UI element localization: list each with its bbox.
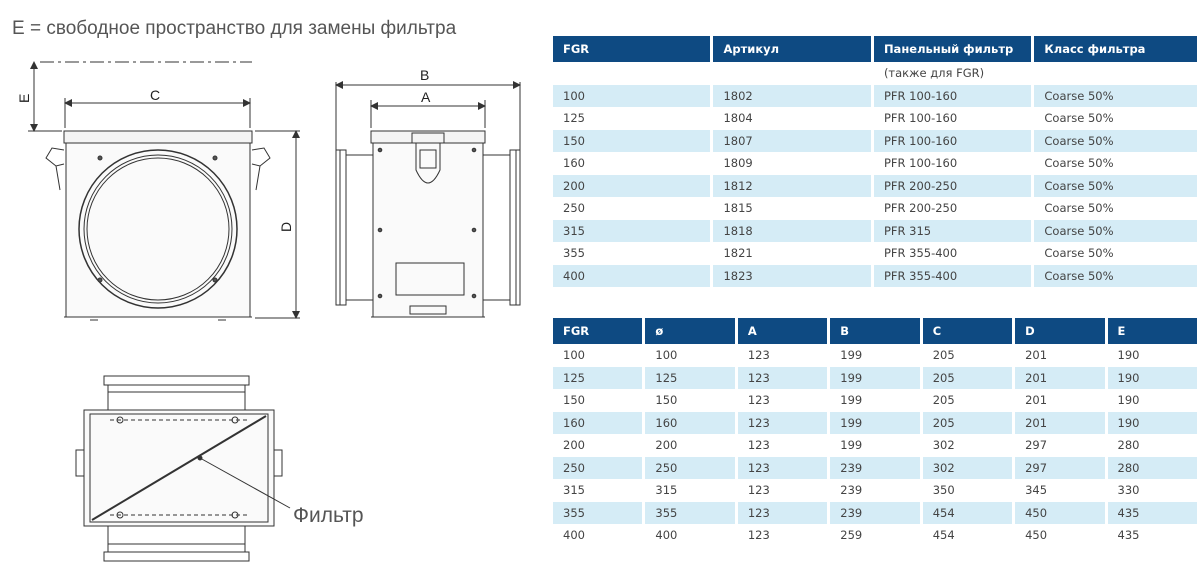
dim-d-label: D [278, 221, 294, 232]
table-row [553, 457, 1197, 480]
cell: PFR 100-160 [874, 85, 1031, 108]
cell: 1807 [713, 130, 870, 153]
table-row [553, 85, 1197, 108]
cell: 200 [655, 438, 678, 453]
column-header: FGR [553, 36, 710, 62]
cell: 1804 [723, 111, 753, 126]
table-row [553, 412, 1197, 435]
cell: PFR 315 [874, 220, 1031, 243]
cell: 1812 [713, 175, 870, 198]
cell: 123 [747, 348, 770, 363]
cell: 100 [563, 348, 585, 363]
cell: 330 [1117, 483, 1140, 498]
table-row [553, 367, 1197, 390]
cell: 355 [553, 502, 642, 525]
cell: 199 [840, 348, 863, 363]
cell: 201 [1015, 412, 1104, 435]
cell: Coarse 50% [1044, 201, 1114, 216]
cell: 1802 [713, 85, 870, 108]
cell: 160 [553, 412, 642, 435]
cell: 454 [932, 528, 955, 543]
cell: 205 [923, 367, 1012, 390]
cell: PFR 200-250 [874, 175, 1031, 198]
cell: 100 [655, 348, 678, 363]
cell: Coarse 50% [1034, 130, 1197, 153]
cell: PFR 355-400 [874, 265, 1031, 288]
cell: 100 [553, 85, 710, 108]
column-header: E [1108, 318, 1197, 344]
cell: 199 [840, 393, 863, 408]
filter-label: Фильтр [293, 504, 364, 527]
cell: Coarse 50% [1034, 220, 1197, 243]
cell: 123 [738, 412, 827, 435]
cell: 280 [1117, 438, 1140, 453]
cell: 297 [1025, 438, 1048, 453]
cell: 355 [563, 246, 585, 261]
cell: 250 [645, 457, 734, 480]
cell: 123 [738, 457, 827, 480]
table-row [553, 389, 1197, 412]
cell: 190 [1108, 412, 1197, 435]
table-note-row [553, 62, 1197, 85]
cell: 297 [1015, 457, 1104, 480]
cell: 450 [1015, 502, 1104, 525]
table-row [553, 220, 1197, 243]
cell: 400 [553, 265, 710, 288]
cell: 350 [932, 483, 955, 498]
column-header: C [923, 318, 1012, 344]
cell: 125 [645, 367, 734, 390]
table-row [553, 175, 1197, 198]
cell: 160 [645, 412, 734, 435]
cell: 201 [1025, 393, 1048, 408]
column-header: ø [645, 318, 734, 344]
cell: 190 [1117, 393, 1140, 408]
cell: 123 [738, 502, 827, 525]
cell: Coarse 50% [1044, 111, 1114, 126]
cell: 205 [932, 393, 955, 408]
cell: 160 [563, 156, 585, 171]
cell: 201 [1025, 348, 1048, 363]
cell: 400 [655, 528, 678, 543]
table-row [553, 242, 1197, 265]
cell: 200 [563, 438, 585, 453]
side-view [336, 67, 520, 317]
table-row [553, 152, 1197, 175]
cell: 1809 [723, 156, 753, 171]
cell: 259 [840, 528, 863, 543]
table-row [553, 107, 1197, 130]
table-row [553, 434, 1197, 457]
cell: 150 [655, 393, 678, 408]
cell: 123 [747, 528, 770, 543]
table-row [553, 502, 1197, 525]
page-caption: E = свободное пространство для замены фильтра [12, 18, 457, 39]
cell: 1823 [713, 265, 870, 288]
cell: 199 [830, 367, 919, 390]
table-row [553, 344, 1197, 367]
cell: PFR 100-160 [874, 130, 1031, 153]
table-row [553, 524, 1197, 547]
cell: 150 [553, 130, 710, 153]
cell: 200 [553, 175, 710, 198]
column-header: Артикул [713, 36, 870, 62]
cell: PFR 100-160 [883, 156, 958, 171]
cell: 239 [830, 502, 919, 525]
cell: 302 [932, 438, 955, 453]
technical-drawing [0, 0, 540, 574]
cell: 125 [563, 111, 585, 126]
cell: 190 [1108, 367, 1197, 390]
column-header: Панельный фильтр [874, 36, 1031, 62]
dim-b-label: B [420, 67, 430, 83]
table-header-row [553, 318, 1197, 344]
filter-articles-table [550, 36, 1200, 287]
cell: Coarse 50% [1044, 246, 1114, 261]
cell: Coarse 50% [1044, 156, 1114, 171]
cell: 315 [655, 483, 678, 498]
cell: 345 [1025, 483, 1048, 498]
cell: 250 [553, 457, 642, 480]
cell: 199 [830, 412, 919, 435]
column-header: B [830, 318, 919, 344]
cell: 435 [1117, 528, 1140, 543]
cell: 454 [923, 502, 1012, 525]
cell: 201 [1015, 367, 1104, 390]
dim-a-label: A [421, 89, 431, 105]
cell: 123 [747, 438, 770, 453]
cell: 302 [923, 457, 1012, 480]
cell: 1818 [713, 220, 870, 243]
table-row [553, 479, 1197, 502]
cell: 190 [1117, 348, 1140, 363]
dim-c-label: C [150, 87, 161, 103]
cell: 280 [1108, 457, 1197, 480]
column-header: Класс фильтра [1034, 36, 1197, 62]
table-header-row [553, 36, 1197, 62]
cell: Coarse 50% [1034, 265, 1197, 288]
column-header: FGR [553, 318, 642, 344]
cell: 123 [738, 367, 827, 390]
table-row [553, 197, 1197, 220]
cell: 400 [563, 528, 585, 543]
cell: 123 [747, 483, 770, 498]
cell: 239 [830, 457, 919, 480]
cell: 435 [1108, 502, 1197, 525]
cell: 1815 [723, 201, 753, 216]
dimensions-table [550, 318, 1200, 547]
cell: 123 [747, 393, 770, 408]
cell: 205 [923, 412, 1012, 435]
front-view [16, 62, 300, 320]
column-header: D [1015, 318, 1104, 344]
cell: 250 [563, 201, 585, 216]
cell: 199 [840, 438, 863, 453]
cell: 205 [932, 348, 955, 363]
cell: Coarse 50% [1034, 175, 1197, 198]
cell: PFR 355-400 [883, 246, 958, 261]
cell: PFR 100-160 [883, 111, 958, 126]
cell: 450 [1025, 528, 1048, 543]
cell: Coarse 50% [1034, 85, 1197, 108]
cell: 1821 [723, 246, 753, 261]
cell: 355 [645, 502, 734, 525]
cell: PFR 200-250 [883, 201, 958, 216]
cell: 239 [840, 483, 863, 498]
column-header: A [738, 318, 827, 344]
table-row [553, 265, 1197, 288]
table-row [553, 130, 1197, 153]
cell: 150 [563, 393, 585, 408]
filter-note: (также для FGR) [883, 66, 985, 81]
cell: 125 [553, 367, 642, 390]
cell: 315 [563, 483, 585, 498]
cell: 315 [553, 220, 710, 243]
dim-e-label: E [16, 93, 32, 103]
top-view [76, 376, 364, 561]
